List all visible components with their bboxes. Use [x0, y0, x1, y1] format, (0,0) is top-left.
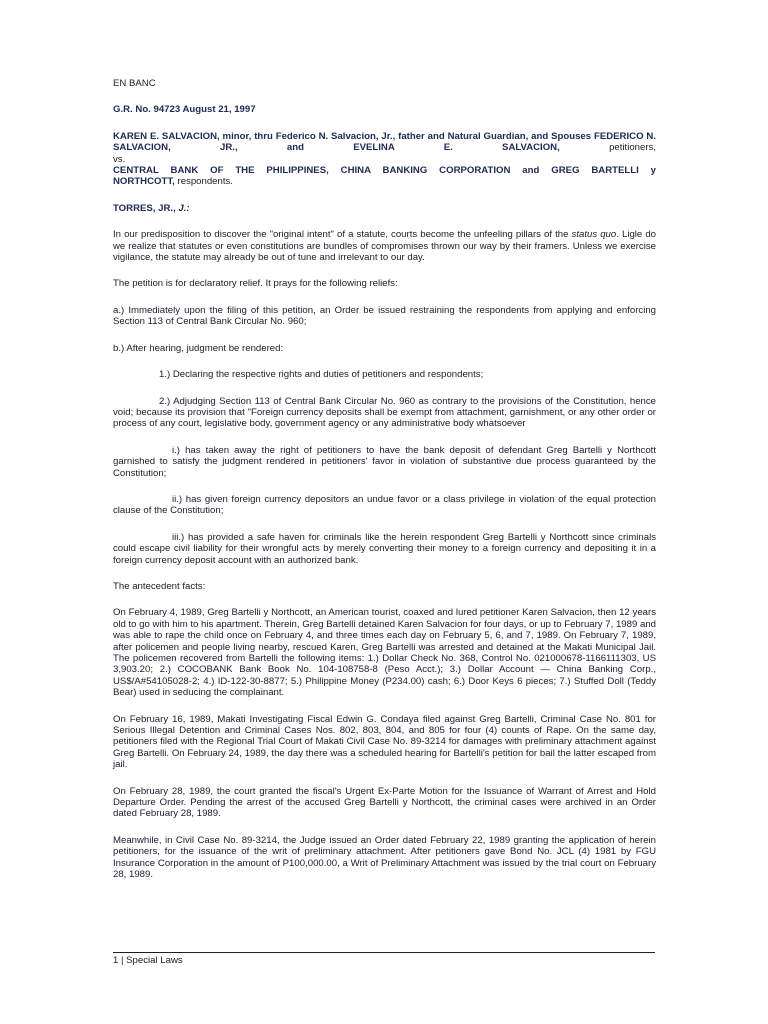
paragraph-relief-ii: ii.) has given foreign currency depositors an undue favor or a class privilege in violation of the equal protection clause of the Constitution; [113, 493, 656, 517]
petitioners-label: petitioners, [609, 142, 656, 154]
paragraph-intro [113, 229, 656, 263]
ponente-name: TORRES, JR., [113, 202, 176, 214]
paragraph-relief-b1: 1.) Declaring the respective rights and duties of petitioners and respondents; [159, 369, 484, 381]
respondents-line-1: CENTRAL BANK OF THE PHILIPPINES, CHINA BANKING CORPORATION and GREG BARTELLI y [113, 165, 656, 177]
versus-label: vs. [113, 153, 126, 165]
petitioners-line-1: KAREN E. SALVACION, minor, thru Federico N. Salvacion, Jr., father and Natural Guardian, and Spouses FEDERICO N. [113, 130, 656, 142]
paragraph-facts-1: On February 4, 1989, Greg Bartelli y Northcott, an American tourist, coaxed and lured petitioner Karen Salvacion, then 12 years old to go with him to his apartment. Therein, Greg Bartelli detained Karen Salvacion for four days, or up to February 7, 1989 and was able to rape the child once on February 4, and three times each day on February 5, 6, and 7, 1989. On February 7, 1989, after policemen and people living nearby, rescued Karen, Greg Bartelli was arrested and detained at the Makati Municipal Jail. The policemen recovered from Bartelli the following items: 1.) Dollar Check No. 368, Control No. 021000678-1166111303, US 3,903.20; 2.) COCOBANK Bank Book No. 104-108758-8 (Peso Acct.); 3.) Dollar Account — China Banking Corp., US$/A#54105028-2; 4.) ID-122-30-8877; 5.) Philippine Money (P234.00) cash; 6.) Door Keys 6 pieces; 7.) Stuffed Doll (Teddy Bear) used in seducing the complainant. [113, 607, 656, 699]
paragraph-intro-text-b: . Ligle do we realize that statutes or even constitutions are bundles of compromises thrown our way by their framers. Unless we exercise vigilance, the statute may already be out of tune and irrelevant to our day. [113, 229, 657, 264]
petitioners-names: SALVACION, JR., and EVELINA E. SALVACION, [113, 142, 560, 154]
petitioners-line-2 [113, 142, 656, 153]
paragraph-relief-i: i.) has taken away the right of petitioners to have the bank deposit of defendant Greg Bartelli y Northcott garnished to satisfy the judgment rendered in petitioners' favor in violation of substantive due process guaranteed by the Constitution; [113, 444, 656, 479]
paragraph-intro-emphasis: status quo [571, 229, 617, 241]
court-division: EN BANC [113, 78, 156, 89]
respondents-label: respondents. [177, 176, 233, 188]
paragraph-relief-b: b.) After hearing, judgment be rendered: [113, 342, 284, 354]
respondents-names: NORTHCOTT, [113, 176, 175, 188]
case-parties [113, 131, 656, 188]
ponente-suffix: J.: [178, 202, 190, 214]
page-footer: 1 | Special Laws [113, 955, 183, 966]
paragraph-petition: The petition is for declaratory relief. It prays for the following reliefs: [113, 278, 398, 290]
paragraph-relief-a: a.) Immediately upon the filing of this petition, an Order be issued restraining the respondents from applying and enforcing Section 113 of Central Bank Circular No. 960; [113, 304, 656, 328]
paragraph-antecedent-facts: The antecedent facts: [113, 580, 206, 592]
case-number: G.R. No. 94723 August 21, 1997 [113, 104, 256, 116]
paragraph-facts-4: Meanwhile, in Civil Case No. 89-3214, the Judge issued an Order dated February 22, 1989 granting the application of herein petitioners, for the issuance of the writ of preliminary attachment. After petitioners gave Bond No. JCL (4) 1981 by FGU Insurance Corporation in the amount of P100,000.00, a Writ of Preliminary Attachment was issued by the trial court on February 28, 1989. [113, 834, 656, 881]
paragraph-intro-text-a: In our predisposition to discover the "original intent" of a statute, courts become the unfeeling pillars of the [113, 229, 569, 241]
footer-divider [113, 952, 655, 953]
paragraph-relief-iii: iii.) has provided a safe haven for criminals like the herein respondent Greg Bartelli y Northcott since criminals could escape civil liability for their wrongful acts by merely converting their money to a foreign currency and depositing it in a foreign currency deposit account with an authorized bank. [113, 531, 656, 566]
paragraph-relief-b2: 2.) Adjudging Section 113 of Central Bank Circular No. 960 as contrary to the provisions of the Constitution, hence void; because its provision that "Foreign currency deposits shall be exempt from attachment, garnishment, or any other order or process of any court, legislative body, government agency or any administrative body whatsoever [113, 395, 656, 430]
ponente [113, 203, 656, 214]
respondents-line-2 [113, 176, 656, 187]
paragraph-facts-2: On February 16, 1989, Makati Investigating Fiscal Edwin G. Condaya filed against Greg Bartelli, Criminal Case No. 801 for Serious Illegal Detention and Criminal Cases Nos. 802, 803, 804, and 805 for four (4) counts of Rape. On the same day, petitioners filed with the Regional Trial Court of Makati Civil Case No. 89-3214 for damages with preliminary attachment against Greg Bartelli. On February 24, 1989, the day there was a scheduled hearing for Bartelli's petition for bail the latter escaped from jail. [113, 713, 656, 771]
paragraph-facts-3: On February 28, 1989, the court granted the fiscal's Urgent Ex-Parte Motion for the Issuance of Warrant of Arrest and Hold Departure Order. Pending the arrest of the accused Greg Bartelli y Northcott, the criminal cases were archived in an Order dated February 28, 1989. [113, 785, 656, 820]
